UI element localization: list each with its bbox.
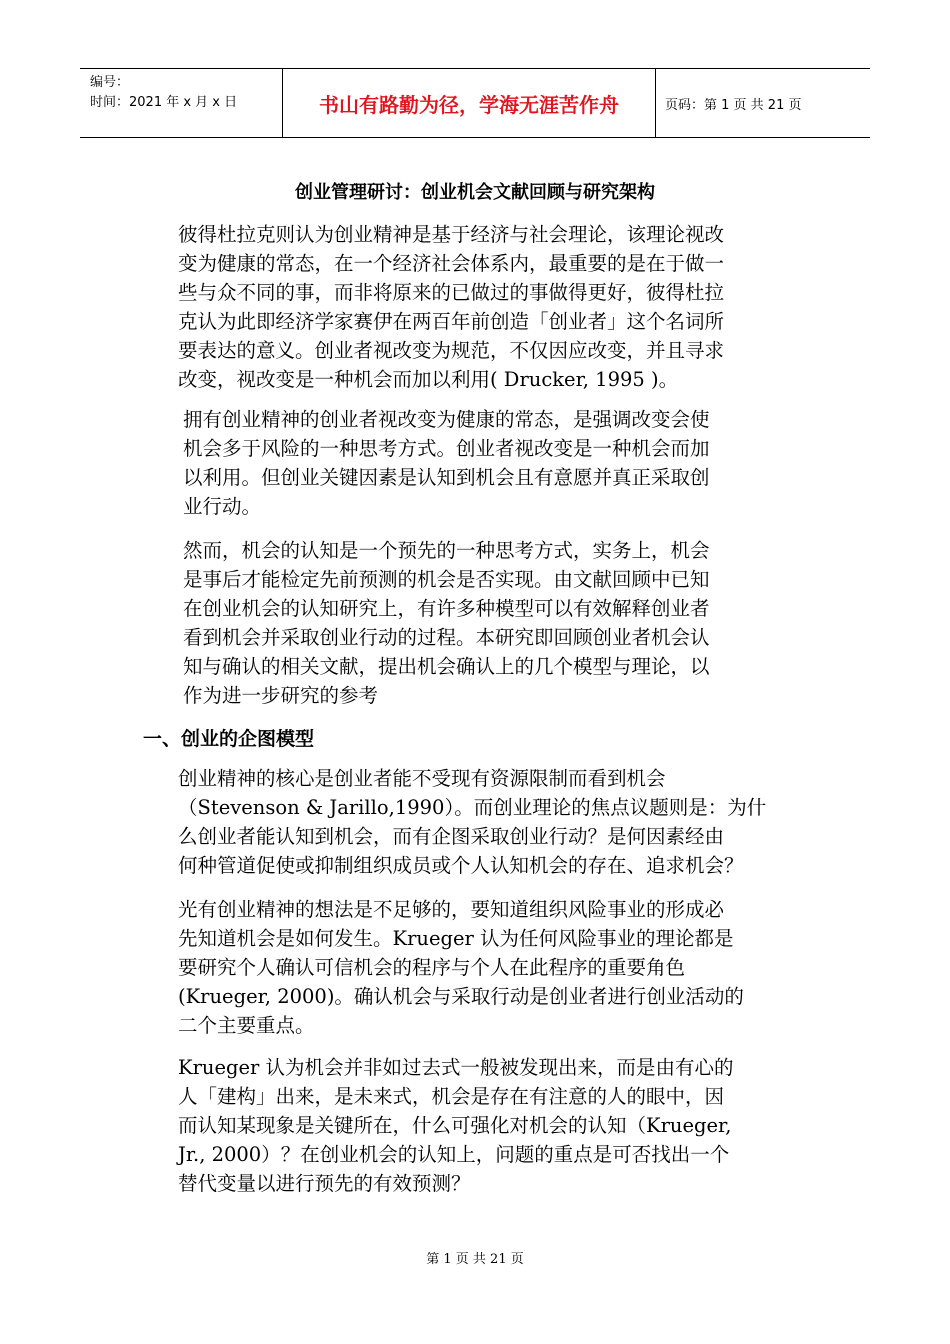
text-line: 变为健康的常态，在一个经济社会体系内，最重要的是在于做一 — [178, 252, 725, 275]
text-line: 知与确认的相关文献，提出机会确认上的几个模型与理论，以 — [183, 655, 710, 678]
text-line: Krueger 认为机会并非如过去式一般被发现出来，而是由有心的 — [178, 1056, 734, 1079]
text-line: 看到机会并采取创业行动的过程。本研究即回顾创业者机会认 — [183, 626, 710, 649]
text-line: 先知道机会是如何发生。Krueger 认为任何风险事业的理论都是 — [178, 927, 734, 950]
text-line: 而认知某现象是关键所在，什么可强化对机会的认知（Krueger, — [178, 1114, 732, 1137]
document-title: 创业管理研讨：创业机会文献回顾与研究架构 — [295, 182, 655, 203]
document-header — [80, 68, 870, 138]
header-meta — [80, 69, 282, 137]
header-page-info: 页码：第 1 页 共 21 页 — [665, 97, 802, 113]
text-line: （Stevenson & Jarillo,1990）。而创业理论的焦点议题则是：为什 — [178, 796, 767, 819]
section-paragraph-1 — [178, 764, 766, 880]
text-line: 替代变量以进行预先的有效预测？ — [178, 1172, 471, 1195]
text-line: 彼得杜拉克则认为创业精神是基于经济与社会理论，该理论视改 — [178, 223, 725, 246]
section-paragraph-3 — [178, 1053, 734, 1198]
text-line: 然而，机会的认知是一个预先的一种思考方式，实务上，机会 — [183, 539, 710, 562]
text-line: 机会多于风险的一种思考方式。创业者视改变是一种机会而加 — [183, 437, 710, 460]
header-motto: 书山有路勤为径，学海无涯苦作舟 — [319, 92, 619, 117]
text-line: Jr., 2000）？在创业机会的认知上，问题的重点是可否找出一个 — [178, 1143, 730, 1166]
text-line: 改变，视改变是一种机会而加以利用( Drucker, 1995 )。 — [178, 368, 679, 391]
text-line: 何种管道促使或抑制组织成员或个人认知机会的存在、追求机会？ — [178, 854, 744, 877]
text-line: 么创业者能认知到机会，而有企图采取创业行动？是何因素经由 — [178, 825, 725, 848]
page-footer: 第 1 页 共 21 页 — [426, 1252, 524, 1267]
text-line: 创业精神的核心是创业者能不受现有资源限制而看到机会 — [178, 767, 666, 790]
section-heading: 一、创业的企图模型 — [143, 728, 315, 750]
text-line: (Krueger, 2000)。确认机会与采取行动是创业者进行创业活动的 — [178, 985, 744, 1008]
section-paragraph-2 — [178, 895, 744, 1040]
text-line: 拥有创业精神的创业者视改变为健康的常态，是强调改变会使 — [183, 408, 710, 431]
text-line: 作为进一步研究的参考 — [183, 684, 379, 707]
text-line: 以利用。但创业关键因素是认知到机会且有意愿并真正采取创 — [183, 466, 710, 489]
text-line: 要表达的意义。创业者视改变为规范，不仅因应改变，并且寻求 — [178, 339, 725, 362]
text-line: 要研究个人确认可信机会的程序与个人在此程序的重要角色 — [178, 956, 686, 979]
text-line: 业行动。 — [183, 495, 262, 518]
paragraph-2 — [183, 405, 710, 521]
text-line: 二个主要重点。 — [178, 1014, 315, 1037]
text-line: 些与众不同的事，而非将原来的已做过的事做得更好，彼得杜拉 — [178, 281, 725, 304]
text-line: 是事后才能检定先前预测的机会是否实现。由文献回顾中已知 — [183, 568, 710, 591]
text-line: 克认为此即经济学家赛伊在两百年前创造「创业者」这个名词所 — [178, 310, 725, 333]
document-date-label: 时间：2021 年 x 月 x 日 — [90, 95, 238, 110]
text-line: 光有创业精神的想法是不足够的，要知道组织风险事业的形成必 — [178, 898, 725, 921]
paragraph-1 — [178, 220, 724, 394]
paragraph-3 — [183, 536, 710, 710]
text-line: 人「建构」出来，是未来式，机会是存在有注意的人的眼中，因 — [178, 1085, 725, 1108]
document-number-label: 编号： — [90, 75, 130, 90]
text-line: 在创业机会的认知研究上，有许多种模型可以有效解释创业者 — [183, 597, 710, 620]
